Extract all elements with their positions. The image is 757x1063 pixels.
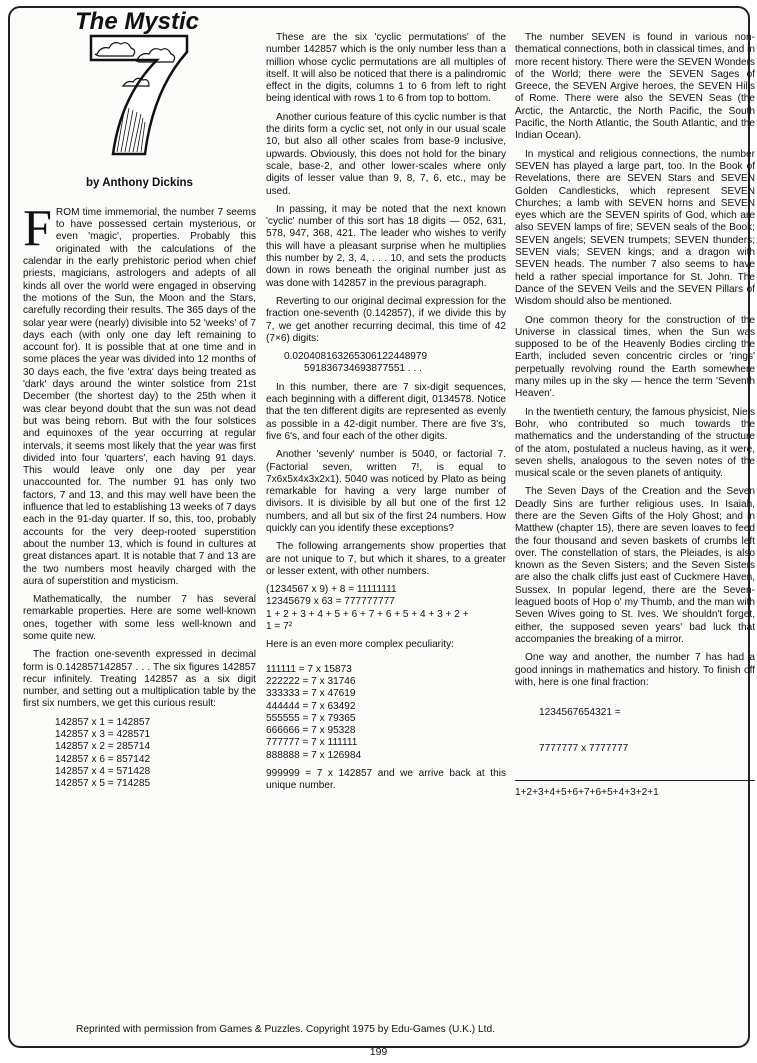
paragraph: The following arrangements show properties that are not unique to 7, but which it shares, to a greater or lesser extent, with other numbers. (266, 541, 506, 577)
column-3 (515, 32, 755, 823)
paragraph: In the twentieth century, the famous physicist, Niels Bohr, who contributed so much towards the mathematics and the understanding of the structure of the atom, postulated a nucleus having, as it were, seven shells, analogous to the seven notes of the musical scale or the seven planets of antiquity. (515, 406, 755, 480)
table-row: 142857 x 4 = 571428 (55, 765, 151, 777)
paragraph: These are the six 'cyclic permutations' of the number 142857 which is the only number less than a million whose cyclic permutations are all multiples of itself. It will also be noticed that there is a palindromic effect in the digits, columns 1 to 6 from left to right being identical with rows 1 to 6 from top to bottom. (266, 32, 506, 105)
table-row: 142857 x 5 = 714285 (55, 778, 151, 790)
table-row: 142857 x 3 = 428571 (55, 729, 151, 741)
paragraph: Reverting to our original decimal expression for the fraction one-seventh (0.142857), if we divide this by 7, we get another recurring decimal, this time of 42 (7×6) digits: (266, 295, 506, 344)
sevens-list: 111111 = 7 x 15873 222222 = 7 x 31746 333333 = 7 x 47619 444444 = 7 x 63492 555555 = 7 x 79365 666666 = 7 x 95328 777777 = 7 x 111111 888888 = 7 x 126984 (266, 663, 362, 761)
paragraph: The Seven Days of the Creation and the Seven Deadly Sins are further religious uses. In Isaiah, there are the Seven Gifts of the Holy Ghost; and in Matthew (chapter 15), there are seven loaves to feed the four thousand and seven baskets of crumbs left over. The constellation of stars, the Pleiades, is also known as the Seven Sisters; and the Seven Sisters are also the chalk cliffs just east of Cuckmere Haven, Sussex. In popular legend, there are the Seven-leagued boots of Hop o' my Thumb, and the man with Seven Wives going to St. Ives. We shouldn't forget, either, the supposed seven years' bad luck that accompanies the breaking of a mirror. (515, 486, 755, 645)
page-number: 199 (369, 1046, 388, 1058)
fraction-denominator: 1+2+3+4+5+6+7+6+5+4+3+2+1 (515, 780, 755, 799)
column-2 (266, 32, 506, 799)
fraction-numerator: 1234567654321 = (539, 707, 621, 719)
paragraph: Here is an even more complex peculiarity: (266, 639, 454, 651)
final-fraction (515, 707, 755, 799)
table-row: 142857 x 2 = 285714 (55, 741, 151, 753)
paragraph: One way and another, the number 7 has had a good innings in mathematics and history. To finish off with, here is one final fraction: (515, 652, 755, 688)
paragraph: In passing, it may be noted that the next known 'cyclic' number of this sort has 18 digits — 052, 631, 578, 947, 368, 421. The leader who wishes to verify this will have a pleasant surprise when he multiplies this number by 2, 3, 4, . . . 10, and sets the products down in rows beneath the original number just as was done with 142857 in the previous paragraph. (266, 203, 506, 289)
table-row: 142857 x 6 = 857142 (55, 753, 151, 765)
article-title: The Mystic (75, 8, 200, 35)
paragraph: Mathematically, the number 7 has several remarkable properties. Here are some well-known ones, together with some less well-known and some quite new. (23, 594, 256, 642)
paragraph: Another 'sevenly' number is 5040, or factorial 7. (Factorial seven, written 7!, is equal to 7x6x5x4x3x2x1). 5040 was noticed by Plato as being remarkable for having a very large number of divisors. It is divisible by all but one of the first 12 numbers, and all but six of the first 24 numbers. How quickly can you identify these exceptions? (266, 449, 506, 534)
long-decimal: 0.020408163265306122448979 591836734693877551 . . . (284, 351, 428, 375)
paragraph: The fraction one-seventh expressed in decimal form is 0.142857142857 . . . The six figures 142857 recur infinitely. Treating 142857 as a six digit number, and setting out a multiplication table by the first six numbers, we get this curious result: (23, 649, 256, 710)
multiplication-table (23, 717, 256, 791)
reprint-footer: Reprinted with permission from Games & Puzzles. Copyright 1975 by Edu-Games (U.K.) Ltd. (76, 1024, 495, 1035)
fraction-middle: 7777777 x 7777777 (539, 743, 629, 755)
author-byline: by Anthony Dickins (86, 176, 193, 189)
table-row: 142857 x 1 = 142857 (55, 716, 151, 728)
paragraph: In this number, there are 7 six-digit sequences, each beginning with a different digit, 0134578. Notice that the ten different digits are represented as evenly as possible in a 42-digit number. There are five 3's, five 6's, and four each of the other digits. (266, 381, 506, 442)
drop-cap: F (23, 199, 52, 257)
paragraph: In mystical and religious connections, the number SEVEN has played a large part, too. In the Book of Revelations, there are SEVEN Stars and SEVEN Golden Candlesticks, which represent SEVEN Churches; a lamb with SEVEN horns and SEVEN eyes which are the SEVEN spirits of God, which are also SEVEN lamps of fire; SEVEN seals of the Book; SEVEN angels; SEVEN trumpets; SEVEN thunders; SEVEN vials; SEVEN kings; and a dragon with SEVEN heads. The number 7 also seems to have held a rather special importance for St. John. The Dance of the SEVEN Veils and the SEVEN Pillars of Wisdom should also be mentioned. (515, 148, 755, 308)
paragraph: Another curious feature of this cyclic number is that the dirits form a cyclic set, not only in our usual scale 10, but also all other scales from base-9 inclusive, upwards. Obviously, this does not hold for the binary scale, base-2, and other lower-scales where only digits of lesser value than 9, 8, 7, 6, etc., may be used. (266, 111, 506, 197)
column-1 (23, 8, 256, 797)
paragraph: One common theory for the construction of the Universe in classical times, when the Sun was supposed to be of the Heavenly Bodies circling the Earth, included seven concentric circles or 'rings' perpetually revolving round the Earth somewhere many miles up in the sky — hence the term 'Seventh Heaven'. (515, 314, 755, 400)
intro-paragraph: FROM time immemorial, the number 7 seems to have possessed certain mysterious, or even 'magic', properties. Probably this originated with the calculations of the calendar in the early prehistoric period when chief priests, magicians, astrologers and adepts of all kinds all over the world were engaged in observing the motions of the Sun, the Moon and the Stars, carefully recording their results. The 365 days of the solar year were (nearly) divisible into 52 'weeks' of 7 days each (with only one day left remaining to account for). It is possible that at one time and in some places the year was divided into 12 months of 30 days each, the five 'extra' days being treated as 'dark' days around the winter solstice from 21st December (the shortest day) to the 25th when it was clear beyond doubt that the sun was not dead but was being reborn. But with the four solstices and equinoxes of the year occurring at regular intervals, it seems most likely that the year was first divided into four 'quarters', each having 91 days. This would leave only one day per year unaccounted for. The number 91 has only two factors, 7 and 13, and this may well have been the influence that led to establishing 13 weeks of 7 days each in the 91-day quarter. If so, this, too, probably accounts for the very deep-rooted superstition about the number 13, which is found in cultures at great distances apart. It is notable that 7 and 13 are the two numbers most heavily charged with the aura of superstition and mysticism. (23, 199, 256, 587)
article-frame (8, 6, 755, 1048)
arrangements-list: (1234567 x 9) + 8 = 11111111 12345679 x 63 = 777777777 1 + 2 + 3 + 4 + 5 + 6 + 7 + 6 + 5 + 4 + 3 + 2 + 1 = 7² (266, 584, 469, 633)
seven-clouds-logo-icon (83, 30, 193, 160)
paragraph: The number SEVEN is found in various non-thematical connections, both in classical times, and in more recent history. There were the SEVEN Wonders of the World; there were the SEVEN Sages of Greece, the SEVEN Argive heroes, the SEVEN Hills of Rome. There were also the SEVEN Seas (the Arctic, the Antarctic, the North Pacific, the South Pacific, the North Atlantic, the South Atlantic, and the Indian Ocean). (515, 32, 755, 142)
paragraph: 999999 = 7 x 142857 and we arrive back at this unique number. (266, 768, 506, 792)
